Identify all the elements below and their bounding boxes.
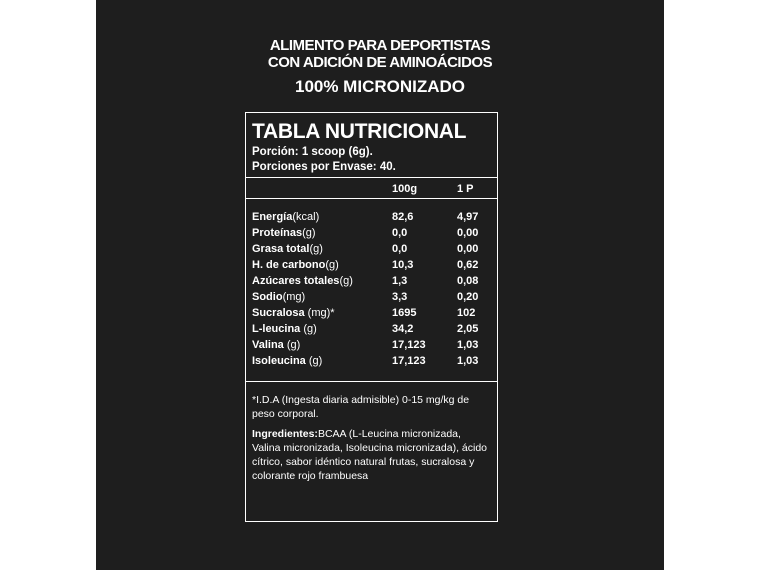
- nutrient-row: [246, 321, 497, 337]
- value-per-portion: 1,03: [457, 339, 479, 351]
- ida-footnote: *I.D.A (Ingesta diaria admisible) 0-15 mg/kg de peso corporal.: [252, 394, 470, 420]
- nutrient-name: Azúcares totales: [252, 275, 340, 287]
- value-per-portion: 0,62: [457, 259, 479, 271]
- nutrient-name: Isoleucina: [252, 355, 306, 367]
- nutrient-row: [246, 289, 497, 305]
- ingredients-text: BCAA (L-Leucina micronizada, Valina micronizada, Isoleucina micronizada), ácido cítrico, sabor idéntico natural frutas, sucralosa y colorante rojo frambuesa: [252, 428, 488, 482]
- nutrient-unit: (mg): [282, 291, 306, 303]
- product-label-panel: [96, 0, 664, 570]
- nutrient-name: L-leucina: [252, 323, 301, 335]
- micronized-claim: 100% MICRONIZADO: [294, 77, 466, 96]
- product-type-line2: CON ADICIÓN DE AMINOÁCIDOS: [267, 54, 493, 71]
- nutrient-unit: (g): [305, 355, 323, 367]
- nutrient-row: [246, 225, 497, 241]
- value-per-portion: 1,03: [457, 355, 479, 367]
- nutrient-unit: (g): [309, 243, 323, 255]
- serving-size: Porción: 1 scoop (6g).: [252, 146, 373, 158]
- nutrient-name: H. de carbono: [252, 259, 326, 271]
- value-100g: 0,0: [392, 243, 408, 255]
- value-100g: 3,3: [392, 291, 408, 303]
- nutrient-row: [246, 337, 497, 353]
- value-100g: 0,0: [392, 227, 408, 239]
- ingredients-label: Ingredientes:: [252, 428, 318, 440]
- product-type-line1: ALIMENTO PARA DEPORTISTAS: [269, 37, 491, 54]
- nutrient-row: [246, 273, 497, 289]
- value-100g: 17,123: [392, 355, 426, 367]
- value-per-portion: 4,97: [457, 211, 479, 223]
- nutrient-row: [246, 353, 497, 369]
- nutrient-name: Valina: [252, 339, 284, 351]
- value-100g: 1,3: [392, 275, 408, 287]
- nutrient-row: [246, 241, 497, 257]
- nutrition-table: [245, 112, 498, 522]
- nutrition-table-title: TABLA NUTRICIONAL: [252, 120, 467, 143]
- nutrient-unit: (kcal): [292, 211, 320, 223]
- nutrient-name: Energía: [252, 211, 293, 223]
- nutrient-name: Sucralosa: [252, 307, 305, 319]
- nutrient-unit: (mg)*: [304, 307, 335, 319]
- servings-per-container: Porciones por Envase: 40.: [252, 161, 396, 173]
- nutrient-unit: (g): [302, 227, 316, 239]
- nutrient-row: [246, 209, 497, 225]
- nutrient-name: Proteínas: [252, 227, 303, 239]
- value-per-portion: 0,00: [457, 243, 479, 255]
- nutrient-unit: (g): [325, 259, 339, 271]
- nutrient-name: Grasa total: [252, 243, 310, 255]
- value-per-portion: 0,08: [457, 275, 479, 287]
- value-100g: 17,123: [392, 339, 426, 351]
- nutrient-name: Sodio: [252, 291, 283, 303]
- divider: [246, 198, 497, 199]
- value-100g: 82,6: [392, 211, 414, 223]
- ingredients: [252, 427, 492, 483]
- nutrient-unit: (g): [283, 339, 301, 351]
- nutrient-row: [246, 305, 497, 321]
- column-header-100g: 100g: [392, 183, 418, 195]
- value-100g: 10,3: [392, 259, 414, 271]
- value-per-portion: 0,00: [457, 227, 479, 239]
- nutrient-row: [246, 257, 497, 273]
- nutrient-unit: (g): [300, 323, 317, 335]
- divider: [246, 381, 497, 382]
- value-per-portion: 0,20: [457, 291, 479, 303]
- value-per-portion: 2,05: [457, 323, 479, 335]
- nutrient-rows: [246, 209, 497, 369]
- value-100g: 34,2: [392, 323, 414, 335]
- value-per-portion: 102: [457, 307, 476, 319]
- value-100g: 1695: [392, 307, 417, 319]
- divider: [246, 177, 497, 178]
- nutrient-unit: (g): [339, 275, 353, 287]
- column-header-per-portion: 1 P: [457, 183, 474, 195]
